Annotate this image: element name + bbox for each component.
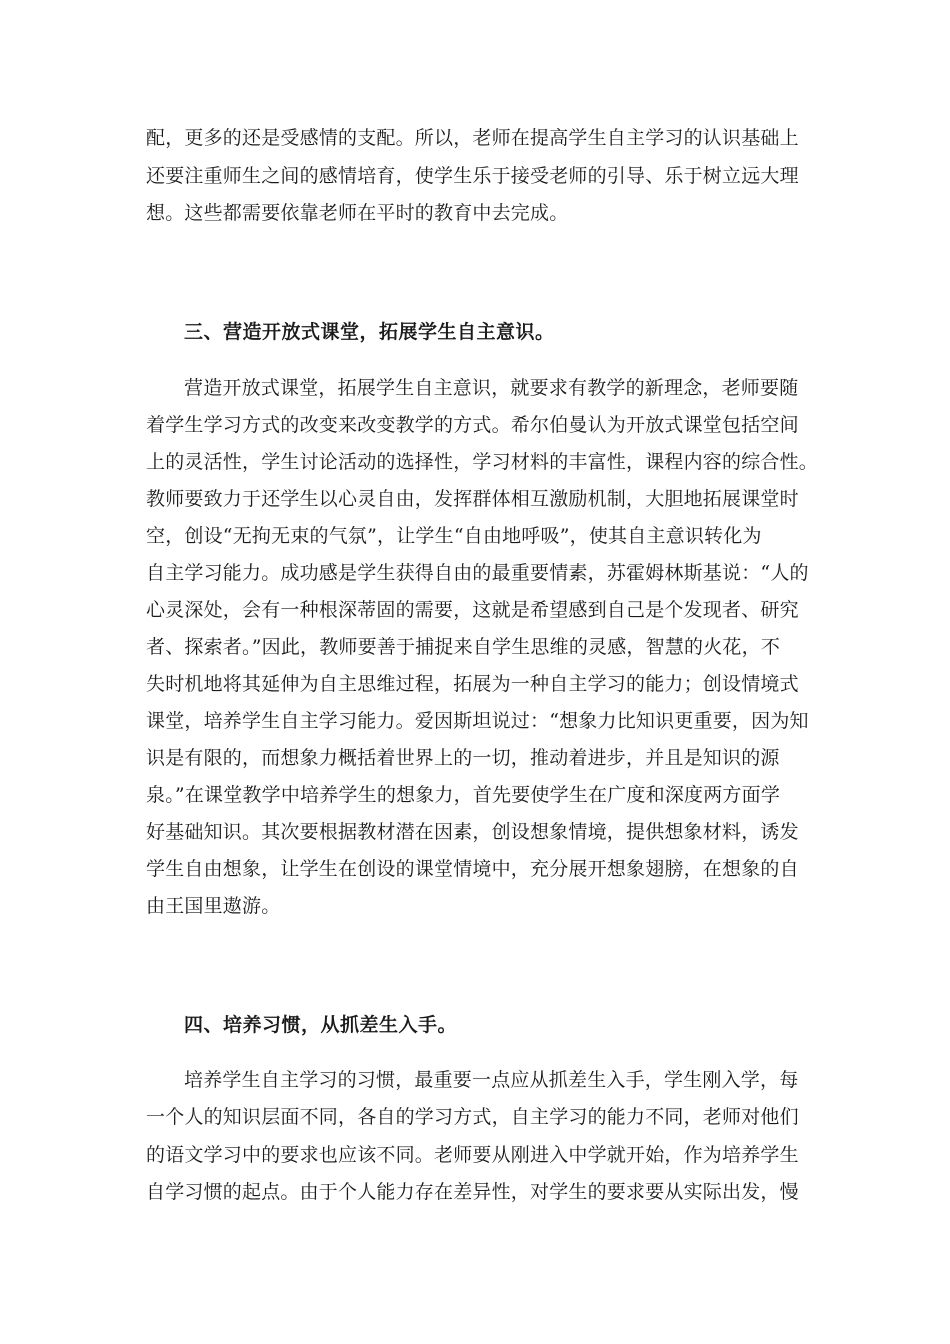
paragraph-2-line-7: 心灵深处，会有一种根深蒂固的需要，这就是希望感到自己是个发现者、研究 [146, 599, 799, 621]
paragraph-2-line-6: 自主学习能力。成功感是学生获得自由的最重要情素，苏霍姆林斯基说：“人的 [146, 562, 809, 584]
paragraph-2-line-1: 营造开放式课堂，拓展学生自主意识，就要求有教学的新理念，老师要随 [184, 377, 799, 399]
paragraph-2-line-9: 失时机地将其延伸为自主思维过程，拓展为一种自主学习的能力；创设情境式 [146, 673, 799, 695]
paragraph-3-line-3: 的语文学习中的要求也应该不同。老师要从刚进入中学就开始，作为培养学生 [146, 1144, 799, 1166]
paragraph-2-line-13: 好基础知识。其次要根据教材潜在因素，创设想象情境，提供想象材料，诱发 [146, 821, 799, 843]
paragraph-2-line-8: 者、探索者。”因此，教师要善于捕捉来自学生思维的灵感，智慧的火花，不 [146, 636, 781, 658]
paragraph-2-line-5: 空，创设“无拘无束的气氛”，让学生“自由地呼吸”，使其自主意识转化为 [146, 525, 762, 547]
paragraph-3-line-2: 一个人的知识层面不同，各自的学习方式，自主学习的能力不同，老师对他们 [146, 1106, 799, 1128]
paragraph-2-line-3: 上的灵活性，学生讨论活动的选择性，学习材料的丰富性，课程内容的综合性。 [146, 451, 819, 473]
paragraph-1-line-1: 配，更多的还是受感情的支配。所以，老师在提高学生自主学习的认识基础上 [146, 127, 799, 149]
paragraph-2-line-12: 泉。”在课堂教学中培养学生的想象力，首先要使学生在广度和深度两方面学 [146, 784, 781, 806]
paragraph-1-line-2: 还要注重师生之间的感情培育，使学生乐于接受老师的引导、乐于树立远大理 [146, 165, 799, 187]
paragraph-2-line-14: 学生自由想象，让学生在创设的课堂情境中，充分展开想象翅膀，在想象的自 [146, 858, 799, 880]
paragraph-2-line-11: 识是有限的，而想象力概括着世界上的一切，推动着进步，并且是知识的源 [146, 747, 780, 769]
paragraph-2-line-4: 教师要致力于还学生以心灵自由，发挥群体相互激励机制，大胆地拓展课堂时 [146, 488, 799, 510]
paragraph-3-line-4: 自学习惯的起点。由于个人能力存在差异性，对学生的要求要从实际出发，慢 [146, 1181, 799, 1203]
paragraph-2-line-2: 着学生学习方式的改变来改变教学的方式。希尔伯曼认为开放式课堂包括空间 [146, 414, 799, 436]
section-heading-3: 三、营造开放式课堂，拓展学生自主意识。 [184, 321, 555, 343]
paragraph-2-line-10: 课堂，培养学生自主学习能力。爱因斯坦说过：“想象力比知识更重要，因为知 [146, 710, 809, 732]
paragraph-2-line-15: 由王国里遨游。 [146, 895, 281, 917]
section-heading-4: 四、培养习惯，从抓差生入手。 [184, 1014, 458, 1036]
paragraph-3-line-1: 培养学生自主学习的习惯，最重要一点应从抓差生入手，学生刚入学，每 [184, 1069, 799, 1091]
paragraph-1-line-3: 想。这些都需要依靠老师在平时的教育中去完成。 [146, 202, 569, 224]
